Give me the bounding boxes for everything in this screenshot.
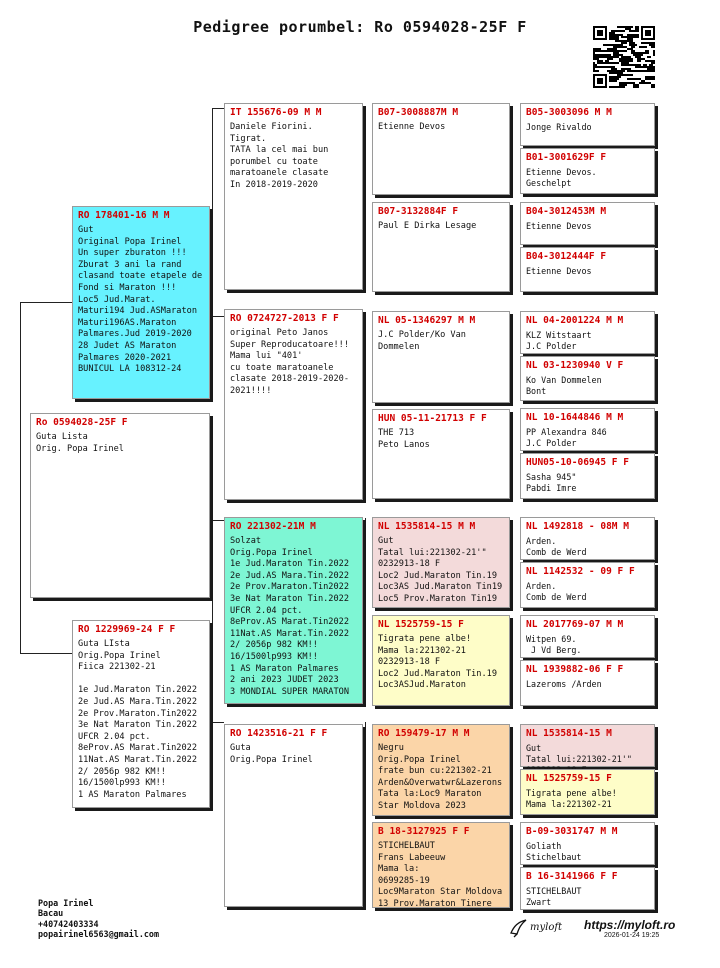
- connector: [20, 302, 21, 653]
- gen4-card[interactable]: [520, 867, 655, 910]
- gen4-card[interactable]: [520, 562, 655, 608]
- owner-email[interactable]: popairinel6563@gmail.com: [38, 929, 160, 940]
- card-notes: Paul E Dirka Lesage: [378, 221, 477, 231]
- gen4-card[interactable]: [520, 724, 655, 767]
- ring-id: Ro 0594028-25F F: [36, 417, 128, 428]
- great-grandparent-card[interactable]: [372, 311, 510, 403]
- sire-card[interactable]: [72, 206, 210, 399]
- gen4-card[interactable]: [520, 202, 655, 245]
- card-notes: Gut Tatal lui:221302-21'" 0232913-18 F Loc2 Jud.Maraton Tin.19 Loc3AS Jud.Maraton Tin19 Loc5 Prov.Maraton Tin19: [378, 536, 503, 604]
- ring-id: HUN05-10-06945 F F: [526, 457, 629, 468]
- gen4-card[interactable]: [520, 660, 655, 706]
- card-notes: Guta Lista Orig. Popa Irinel: [36, 432, 124, 454]
- grandparent-card[interactable]: [224, 724, 363, 907]
- gen4-card[interactable]: [520, 615, 655, 658]
- connector: [212, 316, 224, 317]
- ring-id: NL 10-1644846 M M: [526, 412, 624, 423]
- great-grandparent-card[interactable]: [372, 517, 510, 608]
- great-grandparent-card[interactable]: [372, 724, 510, 816]
- grandparent-card[interactable]: [224, 103, 363, 290]
- card-notes: Jonge Rivaldo: [526, 122, 592, 132]
- great-grandparent-card[interactable]: [372, 615, 510, 706]
- gen4-card[interactable]: [520, 247, 655, 292]
- ring-id: B07-3132884F F: [378, 206, 459, 217]
- card-notes: J.C Polder/Ko Van Dommelen: [378, 330, 472, 352]
- card-notes: PP Alexandra 846 J.C Polder: [526, 427, 607, 449]
- ring-id: B01-3001629F F: [526, 152, 607, 163]
- gen4-card[interactable]: [520, 517, 655, 560]
- gen4-card[interactable]: [520, 453, 655, 499]
- ring-id: RO 0724727-2013 F F: [230, 313, 339, 324]
- great-grandparent-card[interactable]: [372, 202, 510, 292]
- gen4-card[interactable]: [520, 356, 655, 401]
- connector: [212, 722, 224, 723]
- connector: [212, 108, 224, 109]
- card-notes: Ko Van Dommelen Bont: [526, 375, 602, 397]
- ring-id: NL 1535814-15 M: [526, 728, 612, 739]
- brand-url-link[interactable]: https://myloft.ro: [584, 918, 676, 932]
- card-notes: STICHELBAUT Zwart: [526, 886, 582, 908]
- card-notes: Etienne Devos: [526, 221, 592, 231]
- card-notes: Lazeroms /Arden: [526, 679, 602, 689]
- ring-id: B04-3012453M M: [526, 206, 607, 217]
- ring-id: B 18-3127925 F F: [378, 826, 470, 837]
- connector: [365, 312, 366, 412]
- myloft-logo-icon: [508, 918, 530, 938]
- ring-id: NL 03-1230940 V F: [526, 360, 624, 371]
- great-grandparent-card[interactable]: [372, 103, 510, 195]
- ring-id: NL 1525759-15 F: [378, 619, 464, 630]
- ring-id: NL 1492818 - 08M M: [526, 521, 629, 532]
- gen4-card[interactable]: [520, 148, 655, 194]
- connector: [365, 108, 366, 208]
- brand-block: [508, 918, 676, 944]
- ring-id: RO 1423516-21 F F: [230, 728, 328, 739]
- gen4-card[interactable]: [520, 408, 655, 451]
- card-notes: original Peto Janos Super Reproducatoare!!! Mama lui "401' cu toate maratoanele clasate 2018-2019-2020-2021!!!!: [230, 328, 349, 396]
- ring-id: NL 04-2001224 M M: [526, 315, 624, 326]
- ring-id: RO 221302-21M M: [230, 521, 316, 532]
- card-notes: Daniele Fiorini. Tigrat. TATA la cel mai bun porumbel cu toate maratoanele clasate In 2018-2019-2020: [230, 122, 329, 190]
- card-notes: Guta Orig.Popa Irinel: [230, 743, 313, 765]
- card-notes: Etienne Devos: [378, 122, 446, 132]
- dam-card[interactable]: [72, 620, 210, 808]
- ring-id: HUN 05-11-21713 F F: [378, 413, 487, 424]
- grandparent-card[interactable]: [224, 517, 363, 704]
- card-notes: Goliath Stichelbaut: [526, 841, 582, 863]
- connector: [212, 520, 213, 722]
- card-notes: Arden. Comb de Werd: [526, 536, 587, 558]
- card-notes: Sasha 945" Pabdi Imre: [526, 472, 577, 494]
- great-grandparent-card[interactable]: [372, 409, 510, 499]
- qr-code-icon: [591, 24, 657, 90]
- ring-id: NL 05-1346297 M M: [378, 315, 476, 326]
- owner-name: Popa Irinel: [38, 898, 94, 908]
- brand-logo-text: myloft: [530, 922, 563, 933]
- ring-id: B 16-3141966 F F: [526, 871, 618, 882]
- page-title: Pedigree porumbel: Ro 0594028-25F F: [193, 18, 527, 36]
- ring-id: RO 178401-16 M M: [78, 210, 170, 221]
- gen4-card[interactable]: [520, 311, 655, 354]
- connector: [20, 653, 72, 654]
- card-notes: Arden. Comb de Werd: [526, 581, 587, 603]
- ring-id: NL 2017769-07 M M: [526, 619, 624, 630]
- card-notes: Solzat Orig.Popa Irinel 1e Jud.Maraton Tin.2022 2e Jud.AS Mara.Tin.2022 2e Prov.Maraton.Tin2022 3e Nat Maraton Tin.2022 UFCR 2.04 pct. 8eProv.AS Marat.Tin2022 11Nat.AS Marat.Tin.2022 2/ 2056p 982 KM!! 16/1500lp993 KM!! 1 AS Maraton Palmares 2 ani 2023 JUDET 2023 3 MONDIAL SUPER MARATON: [230, 536, 349, 697]
- owner-city: Bacau: [38, 908, 64, 919]
- owner-info: [38, 898, 159, 940]
- card-notes: Etienne Devos. Geschelpt: [526, 167, 597, 189]
- gen4-card[interactable]: [520, 822, 655, 865]
- card-notes: KLZ Witstaart J.C Polder: [526, 330, 592, 352]
- card-notes: Guta LIsta Orig.Popa Irinel Fiica 221302-21 1e Jud.Maraton Tin.2022 2e Jud.AS Mara.Tin.2022 2e Prov.Maraton.Tin2022 3e Nat Maraton Tin.2022 UFCR 2.04 pct. 8eProv.AS Marat.Tin2022 11Nat.AS Marat.Tin.2022 2/ 2056p 982 KM!! 16/1500lp993 KM!! 1 AS Maraton Palmares: [78, 639, 197, 800]
- gen4-card[interactable]: [520, 769, 655, 815]
- card-notes: Gut Original Popa Irinel Un super zburaton !!! Zburat 3 ani la rand clasand toate etapele de Fond si Maraton !!! Loc5 Jud.Marat. Maturi194 Jud.ASMaraton Maturi196AS.Maraton Palmares.Jud 2019-2020 28 Judet AS Maraton Palmares 2020-2021 BUNICUL LA 108312-24: [78, 225, 203, 375]
- ring-id: B04-3012444F F: [526, 251, 607, 262]
- ring-id: B-09-3031747 M M: [526, 826, 618, 837]
- ring-id: B07-3008887M M: [378, 107, 459, 118]
- connector: [365, 518, 366, 618]
- ring-id: NL 1535814-15 M M: [378, 521, 476, 532]
- ring-id: IT 155676-09 M M: [230, 107, 322, 118]
- card-notes: Etienne Devos: [526, 266, 592, 276]
- connector: [212, 108, 213, 316]
- ring-id: NL 1525759-15 F: [526, 773, 612, 784]
- card-notes: Tigrata pene albe! Mama la:221302-21 0232913-18 F Loc2 Jud.Maraton Tin.19 Loc3ASJud.Maraton: [378, 634, 497, 691]
- ring-id: B05-3003096 M M: [526, 107, 612, 118]
- owner-phone: +40742403334: [38, 918, 99, 929]
- grandparent-card[interactable]: [224, 309, 363, 500]
- card-notes: Gut Tatal lui:221302-21'": [526, 743, 632, 765]
- card-notes: Negru Orig.Popa Irinel frate bun cu:221302-21 Arden&Overwatwr&Lazerons Tata la:Loc9 Maraton Star Moldova 2023: [378, 743, 503, 811]
- connector: [212, 520, 224, 521]
- ring-id: RO 1229969-24 F F: [78, 624, 176, 635]
- gen4-card[interactable]: [520, 103, 655, 146]
- card-notes: Witpen 69. J Vd Berg.: [526, 634, 582, 656]
- print-timestamp: 2026-01-24 19:25: [604, 932, 660, 939]
- connector: [20, 302, 72, 303]
- subject-pigeon-card[interactable]: [30, 413, 210, 598]
- ring-id: NL 1939882-06 F F: [526, 664, 624, 675]
- connector: [365, 722, 366, 822]
- ring-id: RO 159479-17 M M: [378, 728, 470, 739]
- ring-id: NL 1142532 - 09 F F: [526, 566, 635, 577]
- card-notes: Tigrata pene albe! Mama la:221302-21: [526, 788, 617, 810]
- card-notes: THE 713 Peto Lanos: [378, 428, 430, 450]
- great-grandparent-card[interactable]: [372, 822, 510, 908]
- card-notes: STICHELBAUT Frans Labeeuw Mama la: 0699285-19 Loc9Maraton Star Moldova 13 Prov.Maraton Tinere: [378, 841, 503, 909]
